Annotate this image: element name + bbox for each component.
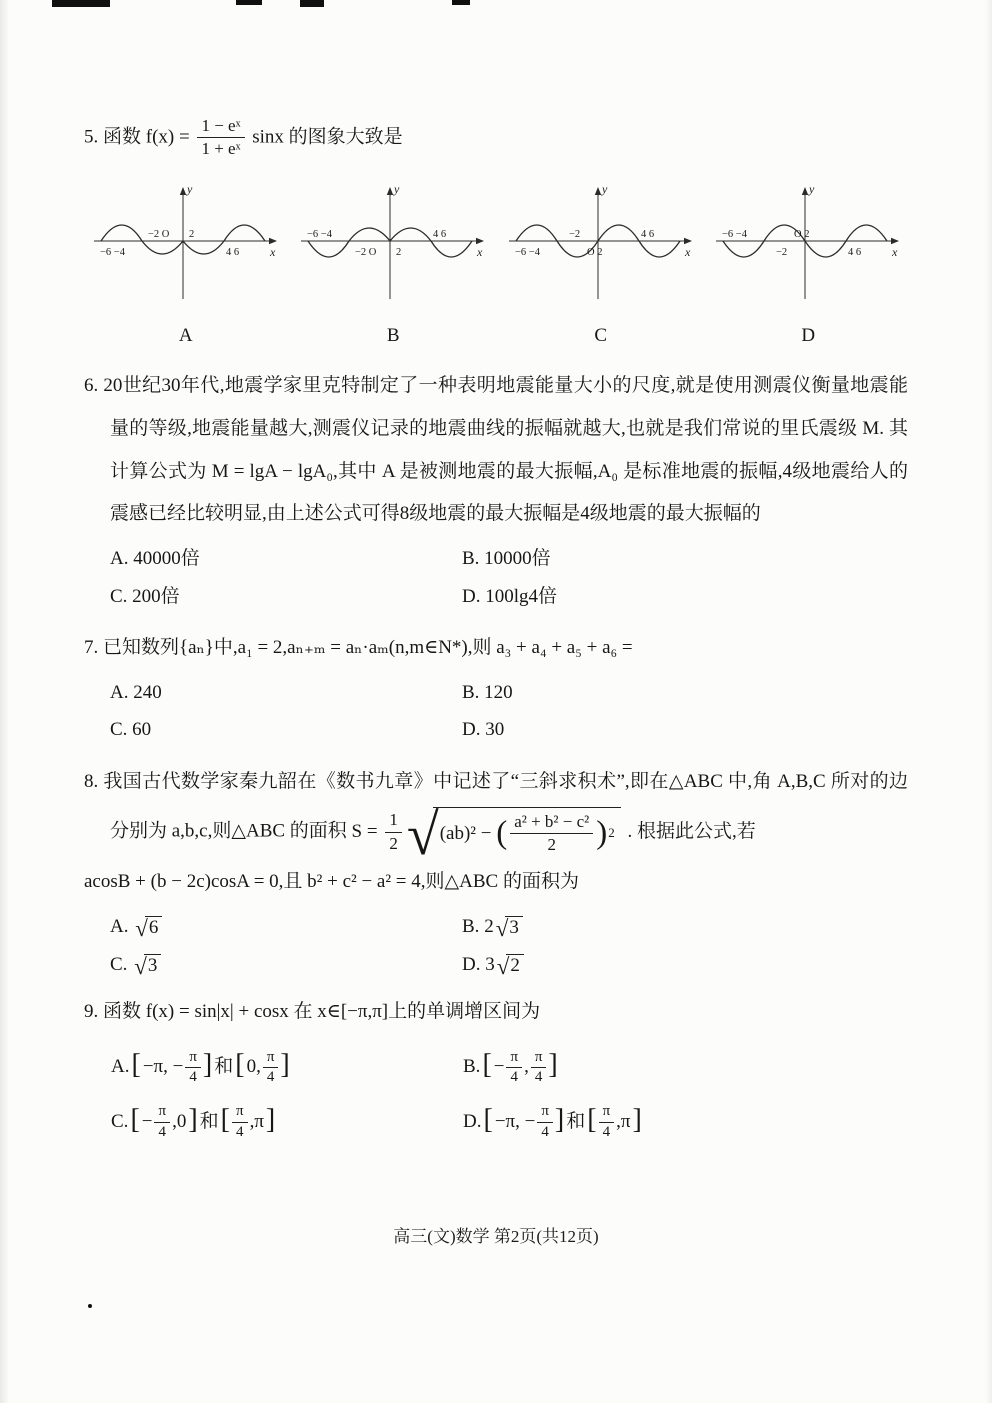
q9-d-part1: −π, −: [494, 1110, 536, 1132]
graph-a-letter: A: [178, 324, 193, 346]
frac-den: 4: [602, 1123, 611, 1140]
q8-option-a-radicand: 6: [145, 916, 163, 939]
q7-text: 已知数列{aₙ}中,a₁ = 2,aₙ₊ₘ = aₙ·aₘ(n,m∈N*),则 a₃ + a₄ + a₅ + a₆ =: [103, 637, 633, 658]
x-axis-label: x: [269, 244, 276, 259]
pi-over-4-fraction: [185, 1049, 201, 1087]
page-content: [84, 116, 908, 1143]
right-bracket: ]: [554, 1104, 565, 1136]
q8-option-b: [462, 912, 525, 941]
scan-edge-shadow-left: [0, 0, 9, 1403]
q6-text: 20世纪30年代,地震学家里克特制定了一种表明地震能量大小的尺度,就是使用测震仪衡量地震能量的等级,地震能量越大,测震仪记录的地震曲线的振幅就越大,也就是我们常说的里氏震级 M. 其计算公式为 M = lgA − lgA₀,其中 A 是被测地震的最大振幅,A₀ 是标准地震的振幅,4级地震给人的震感已经比较明显,由上述公式可得8级地震的最大振幅是4级地震的最大振幅的: [103, 375, 908, 525]
x-axis-label: x: [892, 244, 898, 259]
frac-den: 4: [189, 1068, 197, 1085]
q9-a-part1: −π, −: [142, 1055, 184, 1077]
x-axis-label: x: [684, 244, 691, 259]
right-bracket: ]: [265, 1104, 276, 1136]
right-bracket: ]: [202, 1049, 213, 1081]
left-bracket: [: [131, 1049, 141, 1081]
frac-num: π: [263, 1049, 279, 1068]
y-axis-label: y: [394, 181, 400, 196]
right-bracket: ]: [632, 1104, 642, 1136]
q8-option-b-label: B.: [462, 916, 480, 938]
tick-labels: −6 −4: [307, 228, 333, 240]
q6-option-d: D. 100lg4倍: [462, 585, 558, 607]
y-axis-arrow: [595, 187, 601, 195]
tick-labels: −6 −4: [722, 228, 748, 240]
q8-option-b-radical: [495, 916, 523, 942]
scan-edge-shadow-right: [985, 0, 992, 1403]
left-bracket: [: [130, 1104, 140, 1136]
q8-option-c-label: C.: [110, 953, 128, 975]
tick-labels: −2: [776, 246, 788, 258]
pi-over-4-fraction: [599, 1103, 615, 1141]
q8-formula-lhs: S =: [351, 820, 378, 842]
q8-radicand: [433, 807, 621, 858]
tick-labels: −2 O: [355, 246, 377, 258]
frac-den: 4: [158, 1123, 167, 1140]
y-axis-arrow: [387, 187, 393, 195]
y-axis-label: y: [186, 181, 193, 196]
x-axis-arrow: [269, 238, 277, 244]
x-axis-arrow: [684, 238, 692, 244]
frac-den: 4: [236, 1123, 244, 1140]
frac-num: π: [531, 1049, 547, 1068]
scan-artifact: [236, 0, 262, 5]
right-bracket: ]: [280, 1049, 290, 1081]
radical-sign: √: [495, 916, 509, 942]
q7-option-d: D. 30: [462, 719, 505, 741]
scan-artifact: [452, 0, 470, 5]
q8-option-d-label: D.: [462, 953, 481, 975]
q8-inner-den: 2: [547, 835, 556, 855]
q9-a-part2: 0,: [246, 1055, 261, 1077]
q8-options-row-1: [84, 912, 908, 941]
graph-panel-b: [294, 176, 494, 349]
x-axis-arrow: [891, 238, 899, 244]
q8-inner-fraction: [510, 812, 593, 856]
scan-artifact: [300, 0, 324, 7]
left-bracket: [: [482, 1049, 492, 1081]
q5-text-post: sinx 的图象大致是: [252, 126, 403, 148]
frac-num: π: [232, 1103, 248, 1122]
q9-text: 函数 f(x) = sin|x| + cosx 在 x∈[−π,π]上的单调增区间为: [103, 1001, 541, 1022]
frac-num: π: [537, 1103, 553, 1122]
q5-frac-numerator: 1 − eˣ: [197, 116, 244, 138]
q5-fraction: [197, 116, 244, 160]
q6-number: 6.: [84, 375, 99, 397]
page-footer: 高三(文)数学 第2页(共12页): [393, 1227, 599, 1246]
q7-option-b: B. 120: [462, 681, 513, 703]
frac-num: π: [154, 1103, 170, 1122]
q8-option-c-radical: [134, 954, 161, 977]
x-axis-label: x: [477, 244, 483, 259]
question-8-stem: [84, 761, 909, 868]
q8-option-a-radical: [135, 916, 162, 942]
radical-sign: √: [406, 802, 439, 868]
big-right-paren: ): [596, 815, 608, 852]
tick-labels: −2: [568, 228, 580, 240]
graph-c-letter: C: [594, 324, 608, 346]
q9-option-b-label: B.: [463, 1055, 481, 1077]
q8-options-row-2: [84, 950, 908, 979]
frac-den: 4: [266, 1068, 275, 1085]
right-bracket: ]: [188, 1104, 198, 1136]
q8-half-fraction: [385, 810, 402, 854]
q8-text-1: 我国古代数学家秦九韶在《数书九章》中记述了“三斜求积术”,即在△ABC 中,角 A,B,C 所对的边分别为 a,b,c,则△ABC 的面积: [103, 770, 909, 842]
frac-den: 4: [541, 1123, 549, 1140]
left-bracket: [: [483, 1104, 493, 1136]
q7-options-row-2: [84, 715, 908, 744]
q9-option-a: [110, 1046, 462, 1089]
q8-inner-num: a² + b² − c²: [510, 812, 593, 834]
graph-panel-a: [86, 176, 286, 349]
q8-option-d-radical: [497, 954, 524, 977]
left-bracket: [: [587, 1104, 597, 1136]
q9-c-part2: ,0: [172, 1110, 187, 1132]
radical-sign: √: [496, 953, 510, 979]
q8-option-a: [110, 912, 462, 941]
tick-labels: 4 6: [848, 246, 862, 258]
q9-c-minus: −: [141, 1110, 153, 1132]
question-9-stem: [84, 991, 908, 1034]
frac-den: 4: [534, 1068, 543, 1085]
pi-over-4-fraction: [506, 1049, 522, 1087]
q9-b-comma: ,: [524, 1055, 529, 1077]
pi-over-4-fraction: [531, 1049, 547, 1087]
q8-outer-exponent: 2: [608, 825, 615, 841]
graph-b-plot: [295, 176, 491, 304]
frac-num: π: [599, 1103, 615, 1122]
q9-and: 和: [566, 1110, 586, 1132]
q9-option-a-label: A.: [111, 1055, 130, 1077]
y-axis-arrow: [180, 187, 186, 195]
pi-over-4-fraction: [537, 1103, 553, 1141]
q8-option-d: [462, 950, 526, 979]
pi-over-4-fraction: [263, 1049, 279, 1087]
graph-panel-d: [709, 176, 909, 349]
q8-number: 8.: [84, 770, 99, 792]
q8-condition-line: [84, 861, 908, 904]
tick-labels: O 2: [794, 228, 810, 240]
frac-den: 4: [510, 1068, 519, 1085]
tick-labels: −2 O: [147, 228, 170, 240]
graph-d-letter: D: [801, 324, 816, 346]
q9-option-d-label: D.: [463, 1110, 482, 1132]
question-5-stem: [84, 116, 908, 160]
left-bracket: [: [220, 1104, 230, 1136]
q9-options-row-1: [84, 1046, 908, 1089]
left-bracket: [: [235, 1049, 245, 1081]
q7-number: 7.: [84, 637, 99, 658]
q8-option-b-coef: 2: [484, 916, 494, 938]
scan-speck: [88, 1304, 92, 1308]
q9-and: 和: [199, 1110, 219, 1132]
question-6-stem: [84, 365, 908, 536]
q7-option-a: A. 240: [110, 681, 162, 703]
tick-labels: 4 6: [640, 228, 654, 240]
graph-c-plot: [503, 176, 699, 304]
tick-labels: O 2: [586, 246, 603, 258]
q8-option-d-radicand: 2: [506, 954, 524, 977]
right-bracket: ]: [548, 1049, 558, 1081]
graph-a-plot: [88, 176, 284, 304]
frac-num: π: [185, 1049, 201, 1068]
q7-options-row-1: [84, 678, 908, 707]
q8-half-den: 2: [389, 833, 398, 853]
q8-radicand-lead: (ab)² −: [439, 822, 492, 844]
q5-text-pre: 函数 f(x) =: [103, 126, 190, 148]
y-axis-label: y: [601, 181, 608, 196]
q9-number: 9.: [84, 1001, 99, 1022]
q5-frac-denominator: 1 + eˣ: [201, 139, 241, 159]
q5-graph-row: [86, 176, 908, 349]
q8-option-c: [110, 950, 462, 979]
tick-labels: 2: [188, 228, 194, 240]
frac-num: π: [506, 1049, 522, 1068]
pi-over-4-fraction: [232, 1103, 248, 1141]
q6-option-b: B. 10000倍: [462, 548, 551, 570]
q9-option-c-label: C.: [111, 1110, 129, 1132]
graph-b-letter: B: [386, 324, 400, 346]
q9-and: 和: [214, 1055, 234, 1077]
q9-c-part3: ,π: [249, 1110, 264, 1132]
tick-labels: 2: [396, 246, 402, 258]
q8-option-d-coef: 3: [485, 953, 495, 975]
q5-number: 5.: [84, 126, 99, 148]
q7-option-c: C. 60: [110, 719, 152, 741]
q8-option-c-radicand: 3: [144, 954, 162, 977]
q8-half-num: 1: [385, 810, 402, 832]
graph-panel-c: [501, 176, 701, 349]
q6-options-row-1: [84, 544, 908, 573]
q9-d-part2: ,π: [616, 1110, 631, 1132]
x-axis-arrow: [476, 238, 484, 244]
question-7-stem: [84, 627, 908, 670]
q9-b-minus: −: [493, 1055, 505, 1077]
q8-radical: [406, 802, 621, 868]
q8-text-3: acosB + (b − 2c)cosA = 0,且 b² + c² − a² = 4,则△ABC 的面积为: [84, 871, 579, 893]
q6-option-c: C. 200倍: [110, 585, 180, 607]
tick-labels: −6 −4: [514, 246, 540, 258]
scan-artifact: [52, 0, 110, 7]
tick-labels: −6 −4: [99, 246, 125, 258]
y-axis-label: y: [809, 181, 815, 196]
q8-formula: [351, 802, 756, 868]
q8-option-b-radicand: 3: [505, 916, 523, 939]
graph-d-plot: [710, 176, 906, 304]
tick-labels: 4 6: [225, 246, 239, 258]
radical-sign: √: [134, 953, 147, 979]
radical-sign: √: [135, 916, 148, 942]
q9-option-d: [462, 1101, 643, 1144]
q6-options-row-2: [84, 582, 908, 611]
q6-option-a: A. 40000倍: [110, 548, 200, 570]
q9-option-c: [110, 1101, 462, 1144]
q9-options-row-2: [84, 1101, 908, 1144]
q9-option-b: [462, 1046, 559, 1089]
pi-over-4-fraction: [154, 1103, 170, 1141]
y-axis-arrow: [802, 187, 808, 195]
tick-labels: 4 6: [433, 228, 447, 240]
big-left-paren: (: [496, 815, 508, 852]
q8-text-2: . 根据此公式,若: [627, 820, 756, 842]
q8-option-a-label: A.: [110, 916, 129, 938]
